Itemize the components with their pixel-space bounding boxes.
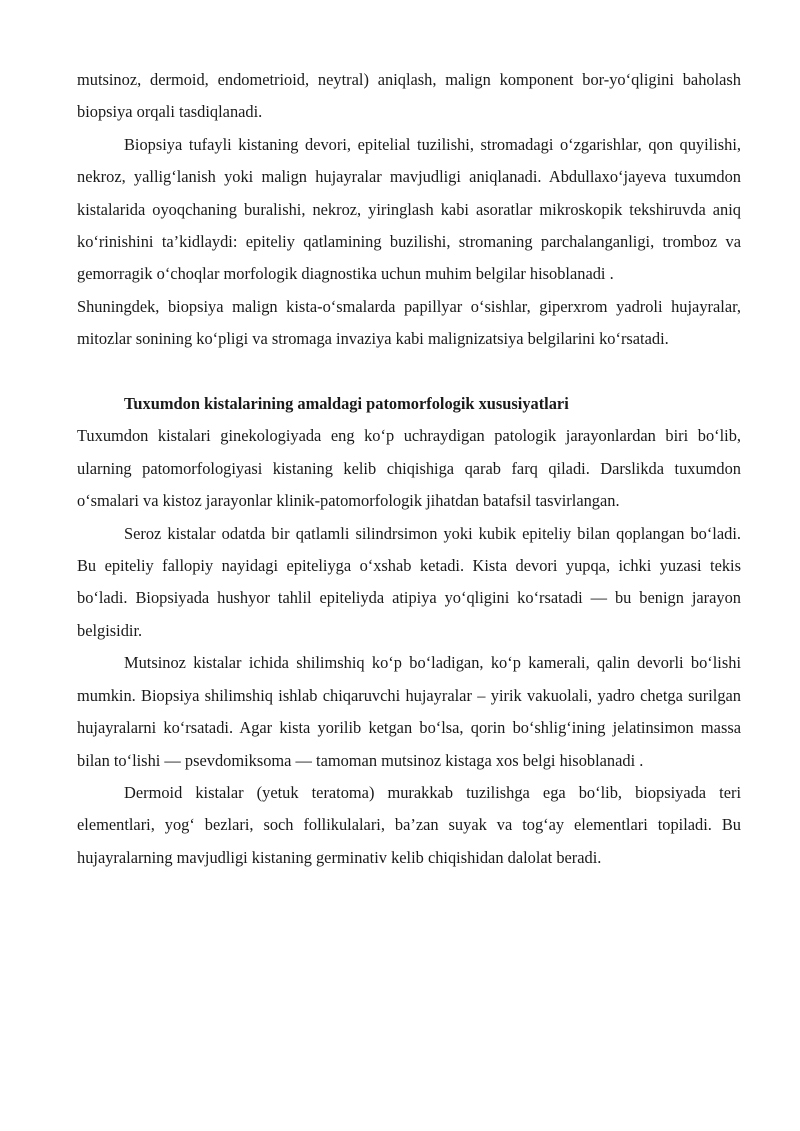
section-heading: Tuxumdon kistalarining amaldagi patomorfologik xususiyatlari [124,394,569,414]
blank-line [77,356,741,388]
paragraph-intro: Tuxumdon kistalari ginekologiyada eng ko‘p uchraydigan patologik jarayonlardan biri bo‘lib, ularning patomorfologiyasi kistaning kelib chiqishiga qarab farq qiladi. Darslikda tuxumdon o‘smalari va kistoz jarayonlar klinik-patomorfologik jihatdan batafsil tasvirlangan. [77,426,741,511]
paragraph-continuation: mutsinoz, dermoid, endometrioid, neytral) aniqlash, malign komponent bor-yo‘qligini baholash biopsiya orqali tasdiqlanadi. [77,70,741,122]
paragraph-malignancy-signs: Shuningdek, biopsiya malign kista-o‘smalarda papillyar o‘sishlar, giperxrom yadroli hujayralar, mitozlar sonining ko‘pligi va stromaga invaziya kabi malignizatsiya belgilarini ko‘rsatadi. [77,296,741,349]
paragraph-serous-cysts: Seroz kistalar odatda bir qatlamli silindrsimon yoki kubik epiteliy bilan qoplangan bo‘ladi. Bu epiteliy fallopiy nayidagi epiteliyga o‘xshab ketadi. Kista devori yupqa, ichki yuzasi tekis bo‘ladi. Biopsiyada hushyor tahlil epiteliyda atipiya yo‘qligini ko‘rsatadi — bu benign jarayon belgisidir. [77,523,741,640]
paragraph-dermoid-cysts: Dermoid kistalar (yetuk teratoma) murakkab tuzilishga ega bo‘lib, biopsiyada teri elementlari, yog‘ bezlari, soch follikulalari, ba’zan suyak va tog‘ay elementlari topiladi. Bu hujayralarning mavjudligi kistaning germinativ kelib chiqishidan dalolat beradi. [77,782,741,867]
document-page [77,64,741,874]
paragraph-mucinous-cysts: Mutsinoz kistalar ichida shilimshiq ko‘p bo‘ladigan, ko‘p kamerali, qalin devorli bo‘lishi mumkin. Biopsiya shilimshiq ishlab chiqaruvchi hujayralar – yirik vakuolali, yadro chetga surilgan hujayralarni ko‘rsatadi. Agar kista yorilib ketgan bo‘lsa, qorin bo‘shlig‘ining jelatinsimon massa bilan to‘lishi — psevdomiksoma — tamoman mutsinoz kistaga xos belgi hisoblanadi . [77,653,741,770]
paragraph-biopsy-findings: Biopsiya tufayli kistaning devori, epitelial tuzilishi, stromadagi o‘zgarishlar, qon quyilishi, nekroz, yallig‘lanish yoki malign hujayralar mavjudligi aniqlanadi. Abdullaxo‘jayeva tuxumdon kistalarida oyoqchaning buralishi, nekroz, yiringlash kabi asoratlar mikroskopik tekshiruvda aniq ko‘rinishini ta’kidlaydi: epiteliy qatlamining buzilishi, stromaning parchalanganligi, tromboz va gemorragik o‘choqlar morfologik diagnostika uchun muhim belgilar hisoblanadi . [77,134,741,284]
